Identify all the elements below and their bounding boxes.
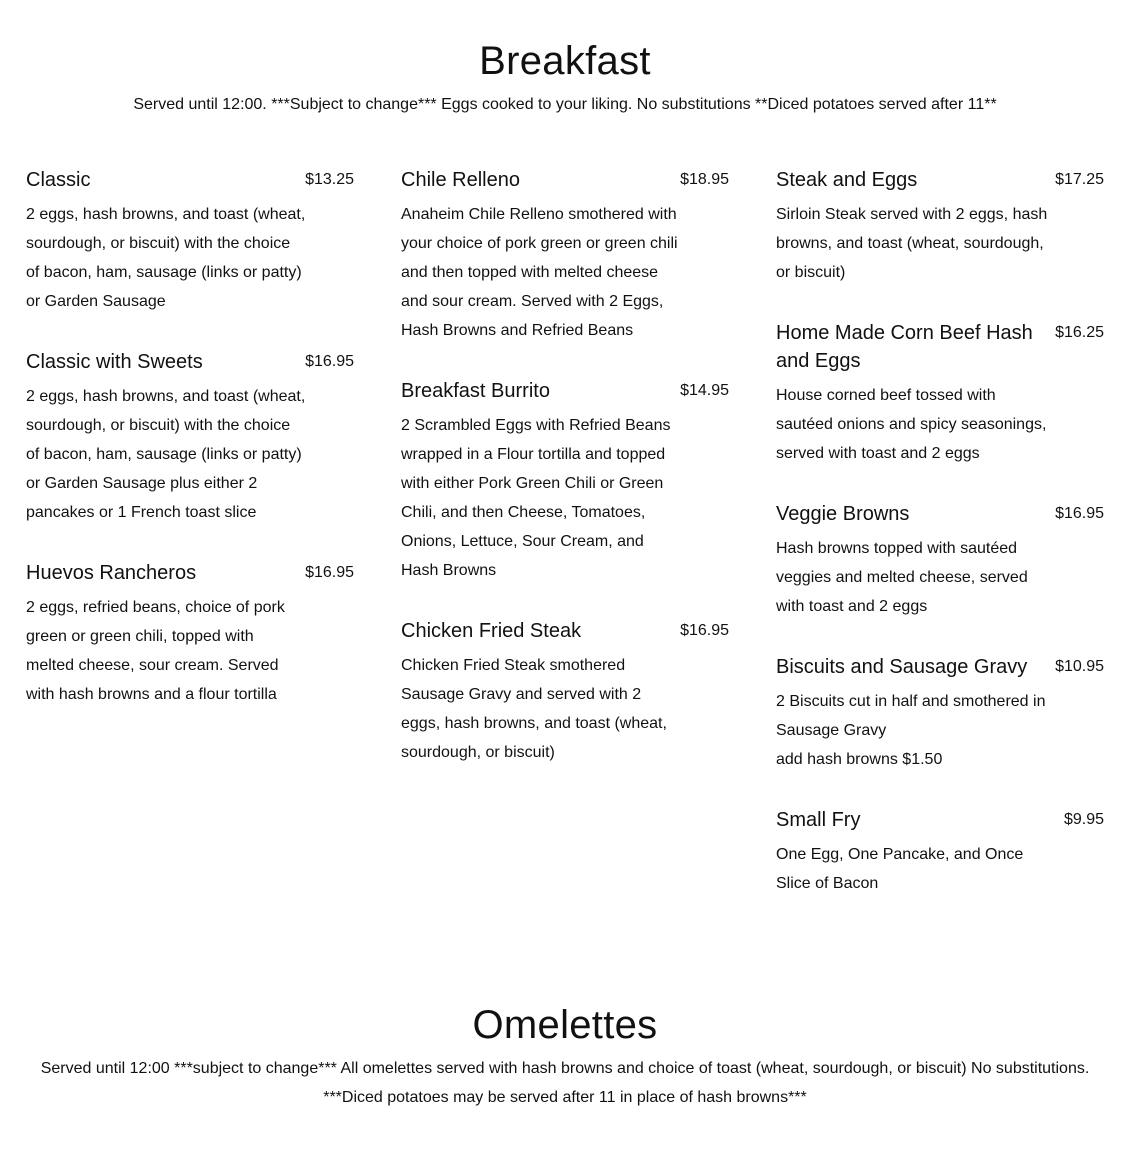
menu-column-2	[401, 166, 729, 799]
item-name: Biscuits and Sausage Gravy	[776, 656, 1028, 678]
menu-item	[776, 319, 1104, 468]
item-price: $17.25	[1055, 171, 1104, 188]
item-price: $9.95	[1063, 811, 1104, 828]
item-price: $16.95	[1055, 505, 1104, 522]
menu-item	[26, 559, 354, 709]
menu-item	[401, 377, 729, 585]
menu-item	[401, 617, 729, 767]
item-price: $16.95	[680, 622, 729, 639]
item-name: Classic with Sweets	[26, 351, 203, 373]
item-name: Huevos Rancheros	[26, 562, 197, 584]
menu-item	[401, 166, 729, 345]
item-name: Veggie Browns	[776, 503, 910, 525]
menu-item	[776, 806, 1104, 898]
item-description: 2 eggs, hash browns, and toast (wheat, sourdough, or biscuit) with the choice of bacon, ham, sausage (links or patty) or Garden Sausage	[26, 206, 306, 310]
item-name: Steak and Eggs	[776, 169, 918, 191]
item-description: House corned beef tossed with sautéed onions and spicy seasonings, served with toast and 2 eggs	[776, 387, 1047, 462]
menu-column-1	[26, 166, 354, 741]
item-description: 2 eggs, hash browns, and toast (wheat, sourdough, or biscuit) with the choice of bacon, ham, sausage (links or patty) or Garden Sausage plus either 2 pancakes or 1 French toast slice	[26, 388, 306, 521]
item-description: 2 Scrambled Eggs with Refried Beans wrapped in a Flour tortilla and topped with either Pork Green Chili or Green Chili, and then Cheese, Tomatoes, Onions, Lettuce, Sour Cream, and Hash Browns	[401, 417, 671, 579]
item-name: Classic	[26, 169, 91, 191]
menu-item	[776, 653, 1104, 774]
item-name: Small Fry	[776, 809, 861, 831]
item-description: Sirloin Steak served with 2 eggs, hash browns, and toast (wheat, sourdough, or biscuit)	[776, 206, 1048, 281]
menu-column-3	[776, 166, 1104, 930]
item-description: Hash browns topped with sautéed veggies and melted cheese, served with toast and 2 eggs	[776, 540, 1028, 615]
item-name: Breakfast Burrito	[401, 380, 550, 402]
menu-item	[776, 500, 1104, 621]
item-price: $16.95	[305, 353, 354, 370]
item-price: $10.95	[1055, 658, 1104, 675]
item-description: Chicken Fried Steak smothered Sausage Gravy and served with 2 eggs, hash browns, and toast (wheat, sourdough, or biscuit)	[401, 657, 667, 761]
item-price: $13.25	[305, 171, 354, 188]
breakfast-title: Breakfast	[479, 39, 651, 83]
item-description: One Egg, One Pancake, and Once Slice of Bacon	[776, 846, 1024, 892]
omelettes-subtitle-line2: ***Diced potatoes may be served after 11 in place of hash browns***	[323, 1089, 807, 1106]
item-name: Chile Relleno	[401, 169, 520, 191]
item-name: Home Made Corn Beef Hash and Eggs	[776, 322, 1033, 372]
item-price: $14.95	[680, 382, 729, 399]
item-description: 2 eggs, refried beans, choice of pork green or green chili, topped with melted cheese, sour cream. Served with hash browns and a flour tortilla	[26, 599, 285, 703]
item-price: $16.25	[1055, 324, 1104, 341]
menu-item	[26, 166, 354, 316]
omelettes-title: Omelettes	[472, 1003, 658, 1047]
item-addon: add hash browns $1.50	[776, 751, 943, 768]
item-name: Chicken Fried Steak	[401, 620, 582, 642]
item-price: $18.95	[680, 171, 729, 188]
menu-item	[26, 348, 354, 527]
breakfast-subtitle: Served until 12:00. ***Subject to change*** Eggs cooked to your liking. No substitutions **Diced potatoes served after 11**	[133, 96, 997, 113]
item-price: $16.95	[305, 564, 354, 581]
item-description: Anaheim Chile Relleno smothered with your choice of pork green or green chili and then topped with melted cheese and sour cream. Served with 2 Eggs, Hash Browns and Refried Beans	[401, 206, 678, 339]
omelettes-subtitle-line1: Served until 12:00 ***subject to change*** All omelettes served with hash browns and choice of toast (wheat, sourdough, or biscuit) No substitutions.	[40, 1060, 1090, 1077]
item-description: 2 Biscuits cut in half and smothered in Sausage Gravy	[776, 693, 1046, 739]
menu-item	[776, 166, 1104, 287]
